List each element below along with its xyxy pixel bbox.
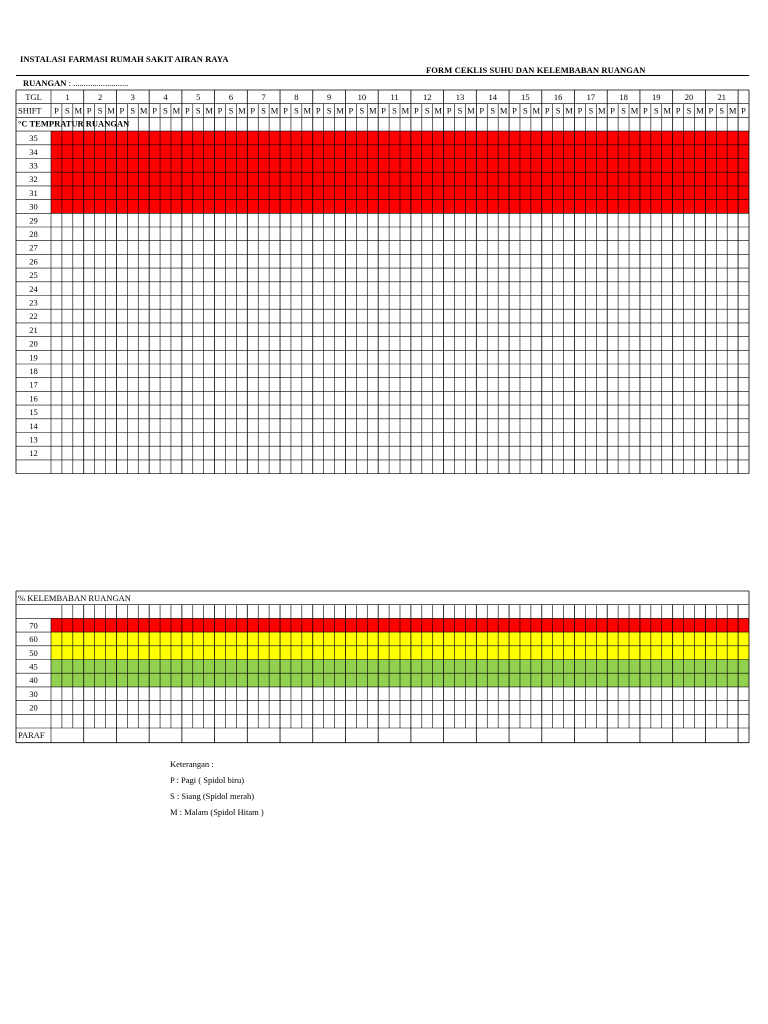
shift-code: S [64, 105, 70, 116]
temp-row-label: 34 [29, 146, 38, 157]
shift-code: M [597, 105, 606, 116]
shift-code: S [326, 105, 332, 116]
shift-code: P [643, 105, 648, 116]
day-number: 11 [390, 92, 399, 102]
shift-code: S [261, 105, 267, 116]
shift-code: S [392, 105, 397, 116]
shift-code: P [86, 105, 92, 116]
shift-code: M [107, 105, 115, 116]
legend-item-siang: S : Siang (Spidol merah) [170, 791, 255, 801]
shift-code: M [565, 105, 573, 116]
temp-row-label: 28 [29, 229, 38, 239]
shift-code: M [172, 105, 181, 116]
shift-label: SHIFT [18, 105, 42, 116]
shift-code: P [675, 105, 681, 116]
tgl-label: TGL [25, 92, 42, 102]
shift-code: M [499, 105, 508, 116]
shift-code: S [719, 105, 725, 116]
day-number: 7 [261, 92, 266, 102]
temp-row-label: 29 [29, 215, 38, 226]
shift-code: M [303, 105, 312, 116]
temp-row-label: 18 [29, 366, 38, 376]
day-number: 15 [521, 92, 530, 102]
shift-code: P [708, 105, 714, 116]
shift-code: P [217, 105, 223, 116]
day-number: 14 [488, 92, 497, 102]
day-number: 8 [294, 92, 299, 102]
shift-code: M [368, 105, 377, 116]
day-number: 3 [130, 92, 135, 102]
temp-row-label: 31 [29, 187, 38, 198]
humidity-row-label: 50 [29, 647, 38, 658]
shift-code: M [205, 105, 213, 116]
temp-row-label: 19 [29, 352, 38, 363]
humidity-row-label: 60 [29, 634, 38, 645]
day-number: 13 [455, 92, 465, 102]
shift-code: P [250, 105, 256, 116]
shift-code: M [270, 105, 279, 116]
shift-code: S [653, 105, 659, 116]
temp-row-label: 22 [29, 311, 38, 322]
shift-code: S [163, 105, 168, 116]
humidity-row-label: 45 [29, 661, 38, 672]
shift-code: M [728, 105, 737, 116]
temp-row-label: 25 [29, 270, 38, 281]
shift-code: M [696, 105, 704, 116]
humidity-row-label: 30 [29, 688, 38, 699]
shift-code: P [152, 105, 157, 116]
shift-code: P [512, 105, 517, 116]
day-number: 19 [652, 92, 661, 102]
legend [170, 756, 264, 820]
shift-code: S [195, 105, 201, 116]
day-number: 5 [196, 92, 201, 102]
legend-item-malam: M : Malam (Spidol Hitam ) [170, 807, 264, 817]
shift-code: P [741, 105, 746, 116]
shift-code: P [119, 105, 125, 116]
temp-row-label: 21 [29, 324, 38, 335]
shift-code: S [686, 105, 692, 116]
legend-title: Keterangan : [170, 759, 214, 769]
temp-row-label: 35 [29, 133, 38, 144]
shift-code: P [283, 105, 288, 116]
shift-code: M [532, 105, 541, 116]
shift-code: P [446, 105, 452, 116]
humidity-row-label: 20 [29, 702, 38, 713]
shift-code: S [457, 105, 463, 116]
shift-code: S [490, 105, 496, 116]
shift-code: P [413, 105, 419, 116]
temp-row-label: 24 [29, 283, 38, 294]
legend-item-pagi: P : Pagi ( Spidol biru) [170, 775, 245, 785]
shift-code: S [130, 105, 136, 116]
humidity-row-label: 70 [29, 620, 38, 631]
humidity-row-label: 40 [29, 675, 38, 686]
day-number: 10 [357, 92, 367, 102]
shift-code: P [315, 105, 321, 116]
ruangan-value[interactable]: : .......................... [66, 78, 129, 88]
temp-row-label: 20 [29, 338, 38, 349]
temp-row-label: 33 [29, 160, 38, 171]
day-number: 6 [228, 92, 234, 102]
shift-code: S [228, 105, 234, 116]
shift-code: P [184, 105, 190, 116]
shift-code: P [479, 105, 485, 116]
institution-name: INSTALASI FARMASI RUMAH SAKIT AIRAN RAYA [20, 54, 229, 64]
day-number: 12 [423, 92, 432, 102]
shift-code: S [97, 105, 103, 116]
shift-code: P [610, 105, 616, 116]
temp-row-label: 15 [29, 407, 38, 418]
shift-code: P [348, 105, 354, 116]
day-number: 4 [163, 92, 168, 102]
shift-code: S [555, 105, 561, 116]
shift-code: S [424, 105, 430, 116]
day-number: 16 [553, 92, 563, 102]
shift-code: S [523, 105, 528, 116]
temp-row-label: 23 [29, 297, 38, 308]
temp-row-label: 13 [29, 434, 38, 445]
day-number: 20 [684, 92, 694, 102]
shift-code: M [434, 105, 442, 116]
shift-code: M [336, 105, 344, 116]
temp-row-label: 14 [29, 420, 38, 431]
day-number: 17 [586, 92, 596, 102]
day-number: 2 [97, 92, 103, 102]
shift-code: S [588, 105, 594, 116]
shift-code: M [467, 105, 475, 116]
temp-row-label: 16 [29, 393, 38, 404]
shift-code: P [54, 105, 59, 116]
temp-row-label: 32 [29, 174, 38, 185]
day-number: 1 [65, 92, 70, 102]
shift-code: P [577, 105, 583, 116]
day-number: 9 [326, 92, 332, 102]
form-title: FORM CEKLIS SUHU DAN KELEMBABAN RUANGAN [426, 65, 646, 75]
shift-code: S [294, 105, 299, 116]
humidity-section-label: % KELEMBABAN RUANGAN [18, 593, 131, 603]
temp-row-label: 27 [29, 242, 38, 253]
temp-section-label: °C TEMPRATUR RUANGAN [18, 118, 130, 129]
shift-code: M [139, 105, 148, 116]
temp-row-label: 26 [29, 256, 38, 267]
shift-code: M [401, 105, 410, 116]
day-number: 18 [619, 92, 628, 102]
shift-code: M [630, 105, 639, 116]
temp-row-label: 17 [29, 379, 38, 390]
shift-code: M [74, 105, 83, 116]
shift-code: S [621, 105, 626, 116]
shift-code: S [359, 105, 365, 116]
shift-code: M [238, 105, 246, 116]
paraf-label: PARAF [18, 730, 45, 740]
day-number: 21 [717, 92, 726, 102]
ruangan-label: RUANGAN [23, 78, 67, 88]
shift-code: P [544, 105, 550, 116]
temp-row-label: 12 [29, 448, 38, 459]
shift-code: P [381, 105, 387, 116]
shift-code: M [663, 105, 671, 116]
temp-row-label: 30 [29, 201, 38, 212]
